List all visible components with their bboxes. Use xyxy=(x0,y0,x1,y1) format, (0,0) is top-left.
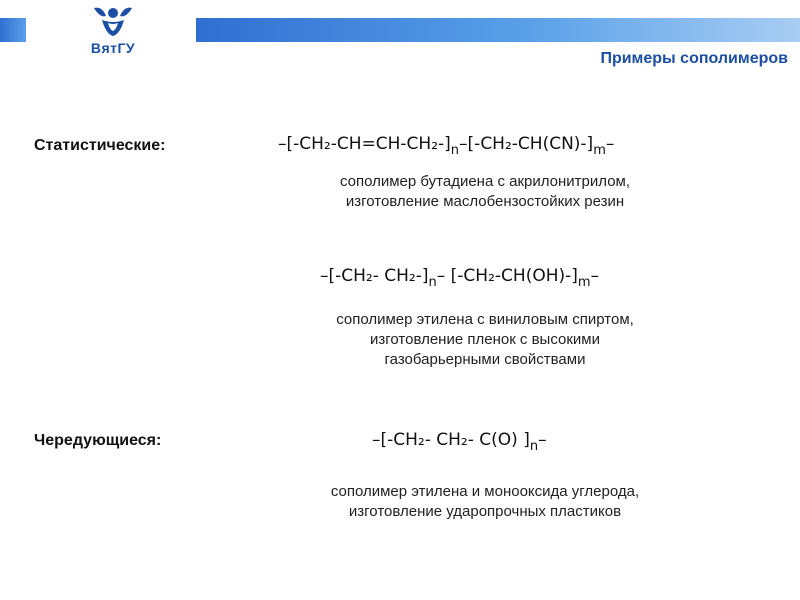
formula-tail: – xyxy=(538,430,547,450)
description-3 xyxy=(270,482,700,522)
formula-part: –[-CH₂-CH=CH-CH₂-] xyxy=(278,134,451,154)
logo-text: ВятГУ xyxy=(90,40,136,56)
logo-emblem-icon xyxy=(90,4,136,38)
description-line: изготовление ударопрочных пластиков xyxy=(348,503,622,520)
formula-tail: – xyxy=(605,134,615,154)
formula-tail: – xyxy=(590,266,600,286)
description-line: сополимер бутадиена с акрилонитрилом, xyxy=(339,173,631,190)
alternating-label: Чередующиеся: xyxy=(34,432,162,449)
description-line: сополимер этилена и монооксида углерода, xyxy=(330,483,640,500)
description-line: изготовление маслобензостойких резин xyxy=(345,193,625,210)
formula-part: –[-CH₂-CH(CN)-] xyxy=(459,134,594,154)
formula-index: n xyxy=(450,143,460,158)
header-bar-left xyxy=(0,18,26,42)
formula-index: m xyxy=(593,143,606,158)
statistical-label: Статистические: xyxy=(34,137,166,154)
formula-ethylene-carbon-monoxide xyxy=(372,430,547,454)
formula-part: –[-CH₂- CH₂- C(O) ] xyxy=(372,430,530,450)
header-bar-right xyxy=(196,18,800,42)
formula-index: m xyxy=(577,275,591,290)
formula-index: n xyxy=(428,275,437,290)
formula-part: –[-CH₂- CH₂-] xyxy=(320,266,429,286)
description-line: сополимер этилена с виниловым спиртом, xyxy=(336,311,634,328)
formula-index: n xyxy=(529,439,539,454)
description-1 xyxy=(270,172,700,212)
logo xyxy=(30,0,196,64)
formula-butadiene-acrylonitrile xyxy=(278,134,614,158)
page-title: Примеры сополимеров xyxy=(600,50,788,67)
formula-ethylene-vinyl-alcohol xyxy=(320,266,599,290)
description-2 xyxy=(270,310,700,370)
description-line: изготовление пленок с высокими xyxy=(370,331,600,348)
formula-part: – [-CH₂-CH(OH)-] xyxy=(436,266,578,286)
description-line: газобарьерными свойствами xyxy=(384,351,586,368)
